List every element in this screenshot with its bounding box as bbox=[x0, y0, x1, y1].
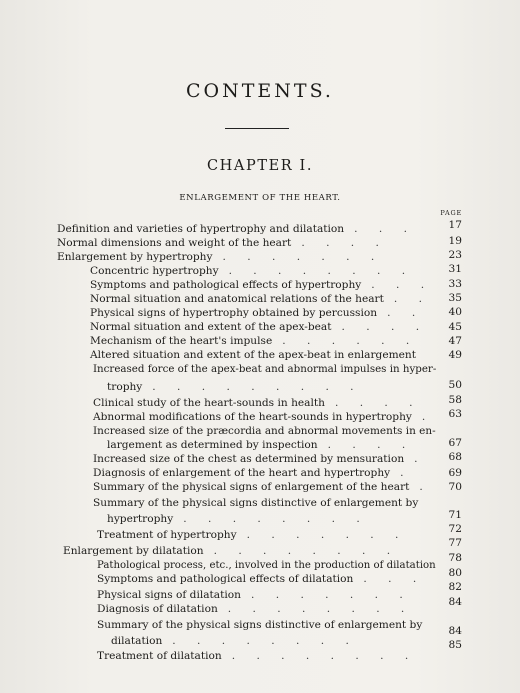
toc-entry-text: Normal situation and extent of the apex-beat bbox=[90, 321, 332, 333]
toc-entry-text: Diagnosis of enlargement of the heart and hypertrophy bbox=[93, 467, 391, 479]
toc-entry-text: Concentric hypertrophy bbox=[90, 265, 219, 277]
toc-entry-text: Abnormal modifications of the heart-sounds in hypertrophy bbox=[93, 411, 412, 423]
toc-entry bbox=[93, 480, 432, 494]
toc-entry bbox=[90, 278, 433, 292]
toc-page-number: 23 bbox=[448, 249, 462, 261]
toc-entry bbox=[97, 558, 436, 572]
toc-entry bbox=[93, 396, 422, 410]
toc-leader-dots: . bbox=[421, 411, 435, 423]
toc-entry bbox=[90, 292, 431, 306]
toc-entry-text: Pathological process, etc., involved in the production of dilatation bbox=[97, 559, 436, 571]
toc-entry-text: trophy bbox=[107, 381, 143, 393]
toc-entry bbox=[93, 466, 413, 480]
toc-leader-dots: . bbox=[414, 453, 427, 465]
page-column-header: PAGE bbox=[440, 209, 462, 217]
toc-page-number: 31 bbox=[448, 263, 462, 275]
toc-entry-text: Increased size of the chest as determined by mensuration bbox=[93, 453, 405, 465]
toc-entry-text: Enlargement by dilatation bbox=[63, 545, 204, 557]
toc-entry bbox=[93, 496, 418, 510]
toc-page-number: 50 bbox=[448, 379, 462, 391]
toc-entry-text: Summary of the physical signs of enlargement of the heart bbox=[93, 481, 410, 493]
toc-page-number: 82 bbox=[448, 581, 462, 593]
toc-page-number: 77 bbox=[448, 537, 462, 549]
toc-leader-dots: . . . . . . . . . bbox=[152, 381, 363, 393]
toc-entry-text: Summary of the physical signs distinctive of enlargement by bbox=[93, 497, 419, 509]
toc-leader-dots: . . . . bbox=[334, 397, 422, 409]
toc-entry-text: Normal dimensions and weight of the heart bbox=[57, 237, 292, 249]
toc-entry bbox=[93, 424, 436, 438]
toc-page-number: 84 bbox=[448, 596, 462, 608]
toc-entry-continuation bbox=[111, 634, 358, 648]
toc-entry-text: Normal situation and anatomical relations of the heart bbox=[90, 293, 384, 305]
toc-entry-text: Mechanism of the heart's impulse bbox=[90, 335, 273, 347]
toc-entry bbox=[63, 544, 399, 558]
toc-entry-text: Increased size of the præcordia and abnormal movements in en- bbox=[93, 425, 436, 437]
toc-entry-text: Increased force of the apex-beat and abnormal impulses in hyper- bbox=[93, 363, 437, 375]
toc-page-number: 40 bbox=[448, 306, 462, 318]
page-title: CONTENTS. bbox=[186, 80, 334, 102]
toc-entry bbox=[90, 320, 428, 334]
toc-page-number: 70 bbox=[448, 481, 462, 493]
toc-leader-dots: . . . . . . . . bbox=[172, 635, 358, 647]
toc-leader-dots: . . bbox=[387, 307, 425, 319]
toc-entry bbox=[57, 236, 388, 250]
toc-page-number: 68 bbox=[448, 451, 462, 463]
toc-page-number: 85 bbox=[448, 639, 462, 651]
toc-page-number: 80 bbox=[448, 567, 462, 579]
section-heading: ENLARGEMENT OF THE HEART. bbox=[179, 193, 341, 203]
toc-page-number: 63 bbox=[448, 408, 462, 420]
toc-entry-text: Diagnosis of dilatation bbox=[97, 603, 218, 615]
toc-entry bbox=[57, 222, 416, 236]
toc-page-number: 58 bbox=[448, 394, 462, 406]
toc-entry bbox=[57, 250, 383, 264]
toc-entry bbox=[90, 334, 418, 348]
toc-entry-text: largement as determined by inspection bbox=[107, 439, 318, 451]
toc-entry bbox=[97, 572, 425, 586]
toc-entry-text: Summary of the physical signs distinctive of enlargement by bbox=[97, 619, 423, 631]
toc-page-number: 19 bbox=[448, 235, 462, 247]
toc-leader-dots: . . . . . . . bbox=[250, 589, 412, 601]
toc-leader-dots: . . . . . . . . bbox=[213, 545, 400, 557]
toc-entry-text: Physical signs of hypertrophy obtained by percussion bbox=[90, 307, 378, 319]
toc-entry bbox=[97, 649, 417, 663]
toc-entry-text: Treatment of hypertrophy bbox=[97, 529, 237, 541]
toc-entry bbox=[93, 410, 434, 424]
toc-page-number: 45 bbox=[448, 321, 462, 333]
toc-entry-continuation bbox=[107, 380, 363, 394]
toc-entry-text: Symptoms and pathological effects of dilatation bbox=[97, 573, 354, 585]
toc-leader-dots: . . . . bbox=[301, 237, 388, 249]
toc-page-number: 84 bbox=[448, 625, 462, 637]
toc-entry-text: Treatment of dilatation bbox=[97, 650, 222, 662]
toc-entry-continuation bbox=[107, 512, 369, 526]
toc-leader-dots: . . bbox=[393, 293, 431, 305]
title-rule bbox=[225, 128, 289, 129]
toc-leader-dots: . . . . . . . . bbox=[228, 265, 415, 277]
toc-entry-text: Definition and varieties of hypertrophy and dilatation bbox=[57, 223, 345, 235]
toc-leader-dots: . . . . . . . . bbox=[227, 603, 414, 615]
toc-page-number: 71 bbox=[448, 509, 462, 521]
toc-entry-text: Physical signs of dilatation bbox=[97, 589, 241, 601]
toc-page-number: 33 bbox=[448, 278, 462, 290]
toc-page-number: 72 bbox=[448, 523, 462, 535]
toc-leader-dots: . . . bbox=[371, 279, 434, 291]
toc-entry-text: dilatation bbox=[111, 635, 163, 647]
toc-page-number: 49 bbox=[448, 349, 462, 361]
toc-leader-dots: . . . . . . . . bbox=[183, 513, 369, 525]
toc-leader-dots: . . . . . . bbox=[282, 335, 419, 347]
toc-entry bbox=[90, 264, 414, 278]
toc-page-number: 35 bbox=[448, 292, 462, 304]
toc-entry bbox=[97, 602, 413, 616]
toc-page-number: 69 bbox=[448, 467, 462, 479]
toc-leader-dots: . . . . bbox=[341, 321, 429, 333]
toc-entry bbox=[93, 452, 427, 466]
toc-entry bbox=[90, 348, 426, 362]
toc-entry bbox=[97, 618, 422, 632]
toc-leader-dots: . bbox=[400, 467, 413, 479]
toc-entry bbox=[93, 362, 436, 376]
toc-leader-dots: . bbox=[419, 481, 432, 493]
toc-entry bbox=[97, 588, 412, 602]
toc-entry-text: Symptoms and pathological effects of hypertrophy bbox=[90, 279, 362, 291]
toc-page-number: 78 bbox=[448, 552, 462, 564]
toc-entry-text: Enlargement by hypertrophy bbox=[57, 251, 213, 263]
toc-page-number: 47 bbox=[448, 335, 462, 347]
toc-entry bbox=[90, 306, 424, 320]
toc-leader-dots: . . . . . . . bbox=[222, 251, 384, 263]
chapter-heading: CHAPTER I. bbox=[206, 158, 314, 174]
toc-entry-text: Altered situation and extent of the apex-beat in enlargement bbox=[90, 349, 416, 361]
toc-leader-dots: . . . bbox=[363, 573, 426, 585]
toc-leader-dots: . . . bbox=[354, 223, 416, 235]
toc-leader-dots: . . . . . . . . bbox=[231, 650, 418, 662]
toc-entry-continuation bbox=[107, 438, 414, 452]
toc-entry bbox=[97, 528, 407, 542]
toc-page-number: 17 bbox=[448, 219, 462, 231]
toc-entry-text: Clinical study of the heart-sounds in health bbox=[93, 397, 325, 409]
toc-leader-dots: . . . . . . . bbox=[246, 529, 408, 541]
toc-entry-text: hypertrophy bbox=[107, 513, 174, 525]
toc-leader-dots: . . . . bbox=[327, 439, 415, 451]
toc-page-number: 67 bbox=[448, 437, 462, 449]
